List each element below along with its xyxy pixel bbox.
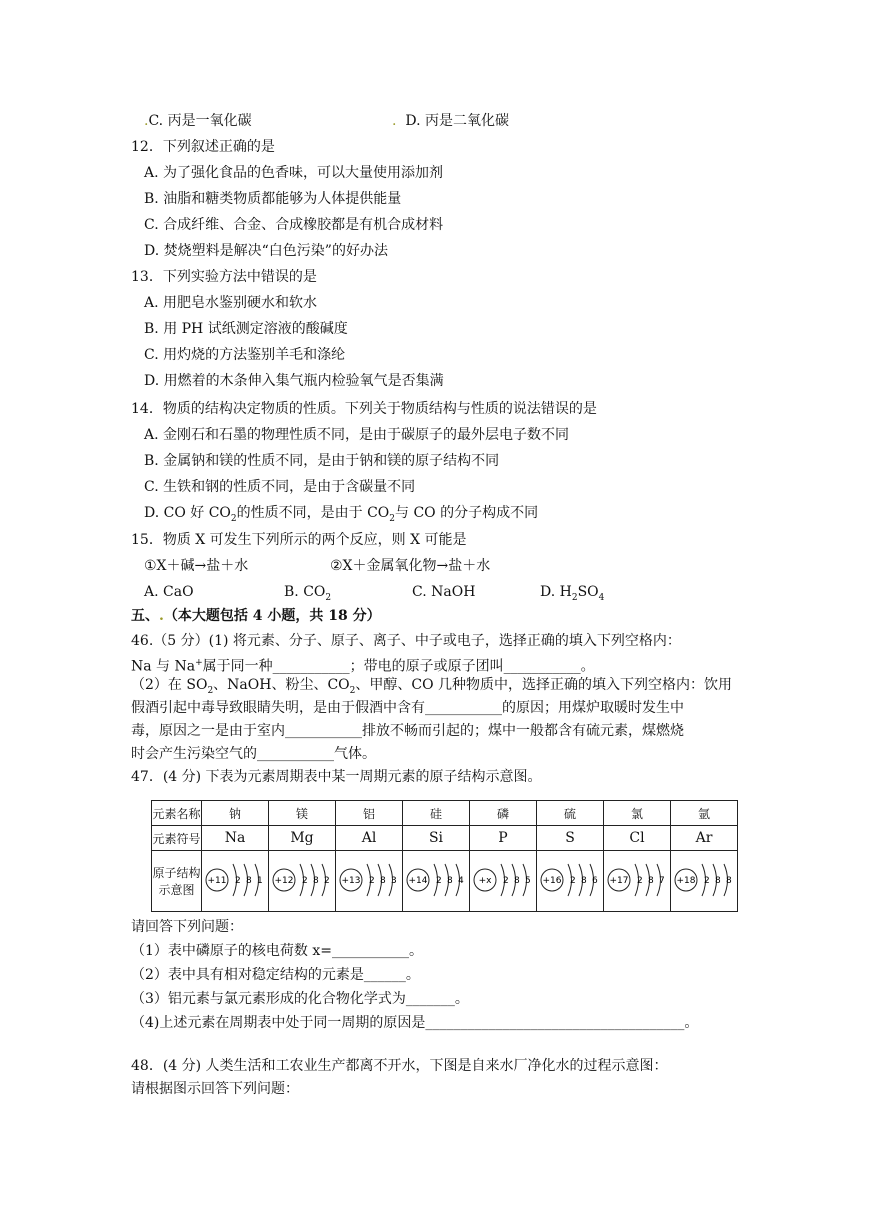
element-symbol-row bbox=[152, 826, 738, 851]
q15-option-a: A. CaO bbox=[144, 584, 194, 600]
q13-option-c: C. 用灼烧的方法鉴别羊毛和涤纶 bbox=[144, 347, 346, 363]
shell-electron-count: 2 bbox=[302, 875, 308, 886]
shell-electron-count: 2 bbox=[324, 875, 330, 886]
element-name: 硫 bbox=[537, 801, 604, 826]
q13-option-d: D. 用燃着的木条伸入集气瓶内检验氧气是否集满 bbox=[144, 373, 444, 389]
nuclear-charge: +12 bbox=[274, 875, 294, 886]
q14-option-a: A. 金刚石和石墨的物理性质不同，是由于碳原子的最外层电子数不同 bbox=[144, 427, 570, 443]
atomic-structure-diagram bbox=[202, 852, 268, 908]
shell-electron-count: 8 bbox=[313, 875, 319, 886]
q46-line-3: （2）在 $SO_2$、NaOH、粉尘、$CO_2$、甲醇、CO 几种物质中，选择正确的填入下列空格内：饮用 bbox=[131, 677, 733, 696]
q47-sub-4: （4)上述元素在周期表中处于同一周期的原因是_____________________________________。 bbox=[131, 1015, 699, 1031]
shell-electron-count: 7 bbox=[659, 875, 665, 886]
q13-stem: 13．下列实验方法中错误的是 bbox=[131, 269, 317, 285]
section-5-title: 五、.（本大题包括 4 小题，共 18 分） bbox=[131, 608, 381, 624]
q15-option-d: D. $H_2SO_4$ bbox=[540, 584, 605, 603]
element-symbol: Na bbox=[202, 826, 269, 851]
atomic-structure-diagram bbox=[269, 852, 335, 908]
q15-stem: 15．物质 X 可发生下列所示的两个反应，则 X 可能是 bbox=[131, 532, 467, 548]
q14-option-c: C. 生铁和钢的性质不同，是由于含碳量不同 bbox=[144, 479, 416, 495]
q14-option-b: B. 金属钠和镁的性质不同，是由于钠和镁的原子结构不同 bbox=[144, 453, 500, 469]
shell-electron-count: 8 bbox=[715, 875, 721, 886]
shell-electron-count: 8 bbox=[514, 875, 520, 886]
q48-line-2: 请根据图示回答下列问题： bbox=[131, 1081, 299, 1097]
shell-electron-count: 2 bbox=[436, 875, 442, 886]
q13-option-b: B. 用 PH 试纸测定溶液的酸碱度 bbox=[144, 321, 348, 337]
q47-sub-2: （2）表中具有相对稳定结构的元素是______。 bbox=[131, 967, 420, 983]
q46-line-4: 假酒引起中毒导致眼睛失明，是由于假酒中含有___________的原因；用煤炉取暖时发生中 bbox=[131, 700, 684, 716]
shell-electron-count: 1 bbox=[257, 875, 263, 886]
q12-option-d: D. 焚烧塑料是解决“白色污染”的好办法 bbox=[144, 243, 388, 259]
shell-electron-count: 2 bbox=[704, 875, 710, 886]
atomic-structure-diagram bbox=[604, 852, 670, 908]
element-symbol: P bbox=[470, 826, 537, 851]
nuclear-charge: +16 bbox=[542, 875, 562, 886]
element-symbol: Al bbox=[336, 826, 403, 851]
q15-reaction-2: ②X＋金属氧化物→盐＋水 bbox=[330, 558, 491, 574]
nuclear-charge: +x bbox=[478, 875, 492, 886]
q11-option-d: . D. 丙是二氧化碳 bbox=[392, 113, 509, 129]
nuclear-charge: +11 bbox=[207, 875, 227, 886]
nuclear-charge: +17 bbox=[609, 875, 629, 886]
q47-sub-3: （3）铝元素与氯元素形成的化合物化学式为_______。 bbox=[131, 991, 469, 1007]
element-symbol: Si bbox=[403, 826, 470, 851]
q46-line-6: 时会产生污染空气的___________气体。 bbox=[131, 746, 376, 762]
shell-electron-count: 8 bbox=[726, 875, 732, 886]
q46-line-1: 46.（5 分）(1) 将元素、分子、原子、离子、中子或电子，选择正确的填入下列空格内： bbox=[131, 633, 681, 649]
q15-option-c: C. NaOH bbox=[412, 584, 476, 600]
shell-electron-count: 4 bbox=[458, 875, 464, 886]
nuclear-charge: +14 bbox=[408, 875, 428, 886]
q15-reaction-1: ①X＋碱→盐＋水 bbox=[144, 558, 249, 574]
element-name: 铝 bbox=[336, 801, 403, 826]
shell-electron-count: 2 bbox=[570, 875, 576, 886]
q12-option-c: C. 合成纤维、合金、合成橡胶都是有机合成材料 bbox=[144, 217, 444, 233]
element-name: 氯 bbox=[604, 801, 671, 826]
shell-electron-count: 6 bbox=[592, 875, 598, 886]
shell-electron-count: 2 bbox=[235, 875, 241, 886]
q47-ask: 请回答下列问题： bbox=[131, 919, 243, 935]
element-name: 镁 bbox=[269, 801, 336, 826]
element-symbol: S bbox=[537, 826, 604, 851]
row-label-diagram: 原子结构 示意图 bbox=[152, 851, 202, 912]
q47-stem: 47．(4 分) 下表为元素周期表中某一周期元素的原子结构示意图。 bbox=[131, 769, 542, 785]
q14-stem: 14．物质的结构决定物质的性质。下列关于物质结构与性质的说法错误的是 bbox=[131, 401, 597, 417]
q11-option-c: .C. 丙是一氧化碳 bbox=[144, 113, 252, 129]
shell-electron-count: 2 bbox=[637, 875, 643, 886]
atomic-structure-diagram bbox=[537, 852, 603, 908]
element-name: 硅 bbox=[403, 801, 470, 826]
shell-electron-count: 8 bbox=[648, 875, 654, 886]
q46-line-2: Na 与 Na+属于同一种___________；带电的原子或原子团叫___________。 bbox=[131, 658, 595, 675]
q12-stem: 12．下列叙述正确的是 bbox=[131, 139, 275, 155]
element-symbol: Mg bbox=[269, 826, 336, 851]
shell-electron-count: 8 bbox=[246, 875, 252, 886]
shell-electron-count: 8 bbox=[447, 875, 453, 886]
element-symbol: Ar bbox=[671, 826, 738, 851]
q14-option-d: D. CO 好 $CO_2$的性质不同，是由于 $CO_2$与 CO 的分子构成不同 bbox=[144, 505, 539, 524]
row-label-symbol: 元素符号 bbox=[152, 826, 202, 851]
q12-option-a: A. 为了强化食品的色香味，可以大量使用添加剂 bbox=[144, 165, 444, 181]
nuclear-charge: +18 bbox=[676, 875, 696, 886]
shell-electron-count: 3 bbox=[391, 875, 397, 886]
atomic-structure-diagram bbox=[470, 852, 536, 908]
q12-option-b: B. 油脂和糖类物质都能够为人体提供能量 bbox=[144, 191, 402, 207]
shell-electron-count: 8 bbox=[581, 875, 587, 886]
q13-option-a: A. 用肥皂水鉴别硬水和软水 bbox=[144, 295, 318, 311]
shell-electron-count: 2 bbox=[369, 875, 375, 886]
nuclear-charge: +13 bbox=[341, 875, 361, 886]
q48-line-1: 48．(4 分) 人类生活和工农业生产都离不开水，下图是自来水厂净化水的过程示意图： bbox=[131, 1058, 668, 1074]
atomic-structure-row bbox=[152, 851, 738, 912]
shell-electron-count: 5 bbox=[525, 875, 531, 886]
q15-option-b: B. $CO_2$ bbox=[284, 584, 332, 603]
atomic-structure-diagram bbox=[403, 852, 469, 908]
atomic-structure-diagram bbox=[336, 852, 402, 908]
element-name-row bbox=[152, 801, 738, 826]
q47-sub-1: （1）表中磷原子的核电荷数 x=___________。 bbox=[131, 943, 423, 959]
element-name: 钠 bbox=[202, 801, 269, 826]
element-name: 磷 bbox=[470, 801, 537, 826]
shell-electron-count: 8 bbox=[380, 875, 386, 886]
q46-line-5: 毒，原因之一是由于室内___________排放不畅而引起的；煤中一般都含有硫元素，煤燃烧 bbox=[131, 723, 684, 739]
element-symbol: Cl bbox=[604, 826, 671, 851]
shell-electron-count: 2 bbox=[503, 875, 509, 886]
periodic-table bbox=[151, 800, 738, 912]
atomic-structure-diagram bbox=[671, 852, 737, 908]
row-label-name: 元素名称 bbox=[152, 801, 202, 826]
element-name: 氩 bbox=[671, 801, 738, 826]
